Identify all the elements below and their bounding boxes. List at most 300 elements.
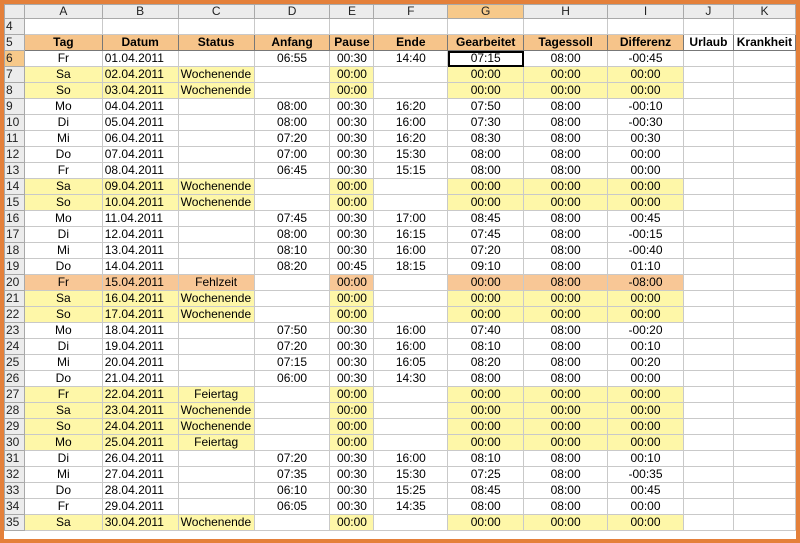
header-ende[interactable]: Ende bbox=[374, 35, 448, 51]
cell-krankheit[interactable] bbox=[733, 179, 795, 195]
cell-tag[interactable]: Sa bbox=[24, 403, 102, 419]
row-header[interactable]: 20 bbox=[5, 275, 25, 291]
cell-gearbeitet[interactable]: 00:00 bbox=[448, 387, 524, 403]
cell-status[interactable] bbox=[178, 147, 254, 163]
cell-datum[interactable]: 07.04.2011 bbox=[102, 147, 178, 163]
cell-gearbeitet[interactable]: 00:00 bbox=[448, 195, 524, 211]
cell-gearbeitet[interactable]: 08:00 bbox=[448, 163, 524, 179]
cell-status[interactable]: Wochenende bbox=[178, 403, 254, 419]
cell-ende[interactable] bbox=[374, 275, 448, 291]
cell-urlaub[interactable] bbox=[683, 227, 733, 243]
cell-anfang[interactable]: 08:00 bbox=[254, 115, 330, 131]
cell-urlaub[interactable] bbox=[683, 67, 733, 83]
row-header[interactable]: 27 bbox=[5, 387, 25, 403]
cell-status[interactable] bbox=[178, 483, 254, 499]
cell-gearbeitet[interactable]: 08:45 bbox=[448, 483, 524, 499]
cell-status[interactable] bbox=[178, 51, 254, 67]
cell-status[interactable]: Feiertag bbox=[178, 387, 254, 403]
cell-gearbeitet[interactable]: 00:00 bbox=[448, 419, 524, 435]
cell-datum[interactable]: 06.04.2011 bbox=[102, 131, 178, 147]
cell-krankheit[interactable] bbox=[733, 195, 795, 211]
cell-pause[interactable]: 00:30 bbox=[330, 339, 374, 355]
cell-datum[interactable]: 30.04.2011 bbox=[102, 515, 178, 531]
cell[interactable] bbox=[374, 19, 448, 35]
cell-differenz[interactable]: 00:10 bbox=[608, 451, 684, 467]
cell-status[interactable] bbox=[178, 355, 254, 371]
cell-urlaub[interactable] bbox=[683, 499, 733, 515]
cell-gearbeitet[interactable]: 09:10 bbox=[448, 259, 524, 275]
cell-tag[interactable]: Fr bbox=[24, 499, 102, 515]
cell-pause[interactable]: 00:30 bbox=[330, 467, 374, 483]
cell-pause[interactable]: 00:00 bbox=[330, 435, 374, 451]
cell-pause[interactable]: 00:00 bbox=[330, 291, 374, 307]
row-header[interactable]: 12 bbox=[5, 147, 25, 163]
cell-ende[interactable]: 16:20 bbox=[374, 131, 448, 147]
cell-pause[interactable]: 00:30 bbox=[330, 51, 374, 67]
cell-gearbeitet[interactable]: 00:00 bbox=[448, 67, 524, 83]
cell-status[interactable]: Wochenende bbox=[178, 67, 254, 83]
cell-krankheit[interactable] bbox=[733, 291, 795, 307]
header-anfang[interactable]: Anfang bbox=[254, 35, 330, 51]
row-header[interactable]: 6 bbox=[5, 51, 25, 67]
cell[interactable] bbox=[608, 19, 684, 35]
cell-ende[interactable]: 14:30 bbox=[374, 371, 448, 387]
cell-differenz[interactable]: 00:00 bbox=[608, 371, 684, 387]
cell-pause[interactable]: 00:00 bbox=[330, 403, 374, 419]
cell-urlaub[interactable] bbox=[683, 51, 733, 67]
column-header-d[interactable]: D bbox=[254, 5, 330, 19]
cell-status[interactable]: Wochenende bbox=[178, 83, 254, 99]
cell-tag[interactable]: Do bbox=[24, 147, 102, 163]
cell-datum[interactable]: 24.04.2011 bbox=[102, 419, 178, 435]
cell-urlaub[interactable] bbox=[683, 371, 733, 387]
cell-gearbeitet[interactable]: 00:00 bbox=[448, 179, 524, 195]
cell-tag[interactable]: Sa bbox=[24, 67, 102, 83]
cell-tagessoll[interactable]: 08:00 bbox=[524, 323, 608, 339]
row-header[interactable]: 24 bbox=[5, 339, 25, 355]
cell-urlaub[interactable] bbox=[683, 355, 733, 371]
cell-status[interactable] bbox=[178, 339, 254, 355]
cell-pause[interactable]: 00:30 bbox=[330, 371, 374, 387]
cell-pause[interactable]: 00:00 bbox=[330, 83, 374, 99]
row-header[interactable]: 32 bbox=[5, 467, 25, 483]
cell-status[interactable] bbox=[178, 323, 254, 339]
cell-ende[interactable]: 16:20 bbox=[374, 99, 448, 115]
row-header[interactable]: 5 bbox=[5, 35, 25, 51]
row-header[interactable]: 21 bbox=[5, 291, 25, 307]
cell-differenz[interactable]: -08:00 bbox=[608, 275, 684, 291]
header-urlaub[interactable]: Urlaub bbox=[683, 35, 733, 51]
cell-tag[interactable]: Do bbox=[24, 259, 102, 275]
cell-anfang[interactable] bbox=[254, 275, 330, 291]
cell-differenz[interactable]: -00:35 bbox=[608, 467, 684, 483]
row-header[interactable]: 11 bbox=[5, 131, 25, 147]
cell-tag[interactable]: Do bbox=[24, 483, 102, 499]
cell-differenz[interactable]: 00:00 bbox=[608, 499, 684, 515]
cell-tagessoll[interactable]: 08:00 bbox=[524, 467, 608, 483]
cell-datum[interactable]: 21.04.2011 bbox=[102, 371, 178, 387]
cell-datum[interactable]: 02.04.2011 bbox=[102, 67, 178, 83]
cell-anfang[interactable]: 08:00 bbox=[254, 99, 330, 115]
cell-pause[interactable]: 00:00 bbox=[330, 307, 374, 323]
cell-tagessoll[interactable]: 08:00 bbox=[524, 259, 608, 275]
cell-tagessoll[interactable]: 00:00 bbox=[524, 435, 608, 451]
cell-pause[interactable]: 00:30 bbox=[330, 243, 374, 259]
cell-krankheit[interactable] bbox=[733, 115, 795, 131]
cell-krankheit[interactable] bbox=[733, 403, 795, 419]
cell-datum[interactable]: 17.04.2011 bbox=[102, 307, 178, 323]
cell-tag[interactable]: Sa bbox=[24, 515, 102, 531]
cell-krankheit[interactable] bbox=[733, 307, 795, 323]
cell-urlaub[interactable] bbox=[683, 515, 733, 531]
row-header[interactable]: 31 bbox=[5, 451, 25, 467]
cell-krankheit[interactable] bbox=[733, 387, 795, 403]
cell-tagessoll[interactable]: 00:00 bbox=[524, 83, 608, 99]
cell-anfang[interactable]: 07:00 bbox=[254, 147, 330, 163]
cell-datum[interactable]: 03.04.2011 bbox=[102, 83, 178, 99]
column-header-k[interactable]: K bbox=[733, 5, 795, 19]
cell-status[interactable] bbox=[178, 259, 254, 275]
cell-status[interactable] bbox=[178, 163, 254, 179]
cell-ende[interactable]: 14:35 bbox=[374, 499, 448, 515]
cell-gearbeitet[interactable]: 07:25 bbox=[448, 467, 524, 483]
cell-krankheit[interactable] bbox=[733, 259, 795, 275]
row-header[interactable]: 16 bbox=[5, 211, 25, 227]
cell-pause[interactable]: 00:30 bbox=[330, 131, 374, 147]
cell-gearbeitet[interactable]: 07:50 bbox=[448, 99, 524, 115]
cell-datum[interactable]: 23.04.2011 bbox=[102, 403, 178, 419]
cell-anfang[interactable]: 07:20 bbox=[254, 451, 330, 467]
cell-krankheit[interactable] bbox=[733, 227, 795, 243]
cell-tagessoll[interactable]: 08:00 bbox=[524, 339, 608, 355]
cell-gearbeitet[interactable]: 07:40 bbox=[448, 323, 524, 339]
cell-differenz[interactable]: -00:30 bbox=[608, 115, 684, 131]
cell-ende[interactable] bbox=[374, 179, 448, 195]
cell-status[interactable] bbox=[178, 115, 254, 131]
cell-datum[interactable]: 08.04.2011 bbox=[102, 163, 178, 179]
cell-ende[interactable] bbox=[374, 83, 448, 99]
row-header[interactable]: 22 bbox=[5, 307, 25, 323]
cell-ende[interactable] bbox=[374, 515, 448, 531]
cell-gearbeitet[interactable]: 00:00 bbox=[448, 291, 524, 307]
cell-tagessoll[interactable]: 08:00 bbox=[524, 275, 608, 291]
cell-ende[interactable] bbox=[374, 291, 448, 307]
cell-ende[interactable] bbox=[374, 435, 448, 451]
cell-urlaub[interactable] bbox=[683, 339, 733, 355]
cell-gearbeitet[interactable]: 00:00 bbox=[448, 307, 524, 323]
column-header-e[interactable]: E bbox=[330, 5, 374, 19]
cell-ende[interactable]: 17:00 bbox=[374, 211, 448, 227]
cell-gearbeitet[interactable]: 07:45 bbox=[448, 227, 524, 243]
cell[interactable] bbox=[102, 19, 178, 35]
cell-differenz[interactable]: 00:00 bbox=[608, 179, 684, 195]
cell-urlaub[interactable] bbox=[683, 291, 733, 307]
cell-gearbeitet[interactable]: 08:00 bbox=[448, 371, 524, 387]
cell-anfang[interactable]: 06:45 bbox=[254, 163, 330, 179]
cell-krankheit[interactable] bbox=[733, 163, 795, 179]
cell-status[interactable]: Fehlzeit bbox=[178, 275, 254, 291]
cell-urlaub[interactable] bbox=[683, 211, 733, 227]
cell-pause[interactable]: 00:30 bbox=[330, 499, 374, 515]
cell[interactable] bbox=[24, 19, 102, 35]
cell-tagessoll[interactable]: 00:00 bbox=[524, 387, 608, 403]
cell-gearbeitet[interactable]: 00:00 bbox=[448, 83, 524, 99]
cell-pause[interactable]: 00:30 bbox=[330, 147, 374, 163]
cell-urlaub[interactable] bbox=[683, 307, 733, 323]
cell-differenz[interactable]: 00:00 bbox=[608, 163, 684, 179]
cell-ende[interactable]: 16:05 bbox=[374, 355, 448, 371]
cell-status[interactable] bbox=[178, 99, 254, 115]
cell-ende[interactable]: 16:00 bbox=[374, 451, 448, 467]
row-header[interactable]: 13 bbox=[5, 163, 25, 179]
cell-anfang[interactable] bbox=[254, 387, 330, 403]
cell-gearbeitet[interactable]: 00:00 bbox=[448, 515, 524, 531]
cell-status[interactable]: Wochenende bbox=[178, 291, 254, 307]
cell-anfang[interactable] bbox=[254, 179, 330, 195]
cell-anfang[interactable]: 08:10 bbox=[254, 243, 330, 259]
cell-krankheit[interactable] bbox=[733, 467, 795, 483]
cell-pause[interactable]: 00:00 bbox=[330, 419, 374, 435]
cell-status[interactable]: Wochenende bbox=[178, 419, 254, 435]
cell-anfang[interactable] bbox=[254, 83, 330, 99]
cell-krankheit[interactable] bbox=[733, 99, 795, 115]
cell-tag[interactable]: Mi bbox=[24, 467, 102, 483]
cell-pause[interactable]: 00:00 bbox=[330, 515, 374, 531]
cell-gearbeitet[interactable]: 00:00 bbox=[448, 275, 524, 291]
cell-urlaub[interactable] bbox=[683, 259, 733, 275]
row-header[interactable]: 8 bbox=[5, 83, 25, 99]
cell-anfang[interactable]: 07:20 bbox=[254, 339, 330, 355]
cell-krankheit[interactable] bbox=[733, 323, 795, 339]
cell-tagessoll[interactable]: 00:00 bbox=[524, 291, 608, 307]
cell-anfang[interactable]: 07:35 bbox=[254, 467, 330, 483]
cell-anfang[interactable]: 06:55 bbox=[254, 51, 330, 67]
cell-ende[interactable]: 15:30 bbox=[374, 147, 448, 163]
header-differenz[interactable]: Differenz bbox=[608, 35, 684, 51]
cell-datum[interactable]: 19.04.2011 bbox=[102, 339, 178, 355]
cell-gearbeitet[interactable]: 08:10 bbox=[448, 451, 524, 467]
cell-datum[interactable]: 10.04.2011 bbox=[102, 195, 178, 211]
cell-pause[interactable]: 00:30 bbox=[330, 99, 374, 115]
cell-anfang[interactable]: 07:50 bbox=[254, 323, 330, 339]
cell-urlaub[interactable] bbox=[683, 419, 733, 435]
cell-anfang[interactable] bbox=[254, 291, 330, 307]
cell-urlaub[interactable] bbox=[683, 243, 733, 259]
cell-tag[interactable]: Mo bbox=[24, 323, 102, 339]
row-header[interactable]: 4 bbox=[5, 19, 25, 35]
cell-ende[interactable]: 15:15 bbox=[374, 163, 448, 179]
cell-urlaub[interactable] bbox=[683, 131, 733, 147]
cell-krankheit[interactable] bbox=[733, 243, 795, 259]
column-header-f[interactable]: F bbox=[374, 5, 448, 19]
cell-ende[interactable] bbox=[374, 387, 448, 403]
header-krankheit[interactable]: Krankheit bbox=[733, 35, 795, 51]
cell-pause[interactable]: 00:00 bbox=[330, 387, 374, 403]
cell-tag[interactable]: Di bbox=[24, 115, 102, 131]
cell-tag[interactable]: Mo bbox=[24, 435, 102, 451]
cell-krankheit[interactable] bbox=[733, 83, 795, 99]
cell[interactable] bbox=[330, 19, 374, 35]
cell-urlaub[interactable] bbox=[683, 275, 733, 291]
cell-differenz[interactable]: 01:10 bbox=[608, 259, 684, 275]
cell[interactable] bbox=[733, 19, 795, 35]
header-tagessoll[interactable]: Tagessoll bbox=[524, 35, 608, 51]
cell-gearbeitet[interactable]: 08:20 bbox=[448, 355, 524, 371]
cell-pause[interactable]: 00:30 bbox=[330, 163, 374, 179]
cell-urlaub[interactable] bbox=[683, 195, 733, 211]
header-gearbeitet[interactable]: Gearbeitet bbox=[448, 35, 524, 51]
cell-tag[interactable]: Di bbox=[24, 227, 102, 243]
cell-ende[interactable]: 16:00 bbox=[374, 243, 448, 259]
cell-anfang[interactable] bbox=[254, 195, 330, 211]
cell-tagessoll[interactable]: 08:00 bbox=[524, 499, 608, 515]
cell-differenz[interactable]: 00:10 bbox=[608, 339, 684, 355]
row-header[interactable]: 17 bbox=[5, 227, 25, 243]
cell-urlaub[interactable] bbox=[683, 147, 733, 163]
cell-datum[interactable]: 11.04.2011 bbox=[102, 211, 178, 227]
cell-pause[interactable]: 00:00 bbox=[330, 275, 374, 291]
row-header[interactable]: 30 bbox=[5, 435, 25, 451]
cell-datum[interactable]: 18.04.2011 bbox=[102, 323, 178, 339]
cell-ende[interactable]: 16:15 bbox=[374, 227, 448, 243]
select-all-corner[interactable] bbox=[5, 5, 25, 19]
cell-tag[interactable]: Mo bbox=[24, 211, 102, 227]
row-header[interactable]: 14 bbox=[5, 179, 25, 195]
cell-datum[interactable]: 15.04.2011 bbox=[102, 275, 178, 291]
row-header[interactable]: 18 bbox=[5, 243, 25, 259]
cell[interactable] bbox=[683, 19, 733, 35]
cell-anfang[interactable] bbox=[254, 435, 330, 451]
row-header[interactable]: 19 bbox=[5, 259, 25, 275]
cell[interactable] bbox=[524, 19, 608, 35]
column-header-j[interactable]: J bbox=[683, 5, 733, 19]
column-header-a[interactable]: A bbox=[24, 5, 102, 19]
cell-status[interactable] bbox=[178, 227, 254, 243]
cell-anfang[interactable]: 06:10 bbox=[254, 483, 330, 499]
cell-anfang[interactable] bbox=[254, 67, 330, 83]
cell-status[interactable] bbox=[178, 467, 254, 483]
row-header[interactable]: 26 bbox=[5, 371, 25, 387]
cell-tag[interactable]: Mi bbox=[24, 243, 102, 259]
cell-pause[interactable]: 00:30 bbox=[330, 115, 374, 131]
column-header-g[interactable]: G bbox=[448, 5, 524, 19]
cell-anfang[interactable]: 07:15 bbox=[254, 355, 330, 371]
cell-tagessoll[interactable]: 08:00 bbox=[524, 355, 608, 371]
cell-differenz[interactable]: -00:10 bbox=[608, 99, 684, 115]
header-pause[interactable]: Pause bbox=[330, 35, 374, 51]
row-header[interactable]: 25 bbox=[5, 355, 25, 371]
cell-datum[interactable]: 13.04.2011 bbox=[102, 243, 178, 259]
cell-differenz[interactable]: 00:20 bbox=[608, 355, 684, 371]
cell-anfang[interactable]: 07:20 bbox=[254, 131, 330, 147]
cell-datum[interactable]: 20.04.2011 bbox=[102, 355, 178, 371]
cell-tagessoll[interactable]: 00:00 bbox=[524, 515, 608, 531]
cell-differenz[interactable]: 00:00 bbox=[608, 195, 684, 211]
cell-tag[interactable]: Do bbox=[24, 371, 102, 387]
cell-tag[interactable]: So bbox=[24, 195, 102, 211]
cell-status[interactable] bbox=[178, 211, 254, 227]
row-header[interactable]: 15 bbox=[5, 195, 25, 211]
cell-tagessoll[interactable]: 08:00 bbox=[524, 51, 608, 67]
cell-tag[interactable]: Fr bbox=[24, 163, 102, 179]
cell-krankheit[interactable] bbox=[733, 451, 795, 467]
cell-pause[interactable]: 00:30 bbox=[330, 323, 374, 339]
cell-krankheit[interactable] bbox=[733, 211, 795, 227]
cell-urlaub[interactable] bbox=[683, 451, 733, 467]
column-header-i[interactable]: I bbox=[608, 5, 684, 19]
column-header-h[interactable]: H bbox=[524, 5, 608, 19]
cell-tag[interactable]: Sa bbox=[24, 179, 102, 195]
cell-tagessoll[interactable]: 08:00 bbox=[524, 131, 608, 147]
cell-tag[interactable]: Fr bbox=[24, 387, 102, 403]
cell-pause[interactable]: 00:00 bbox=[330, 67, 374, 83]
cell-differenz[interactable]: 00:45 bbox=[608, 211, 684, 227]
cell-gearbeitet[interactable]: 07:20 bbox=[448, 243, 524, 259]
row-header[interactable]: 7 bbox=[5, 67, 25, 83]
row-header[interactable]: 10 bbox=[5, 115, 25, 131]
cell-datum[interactable]: 27.04.2011 bbox=[102, 467, 178, 483]
row-header[interactable]: 33 bbox=[5, 483, 25, 499]
cell-differenz[interactable]: 00:00 bbox=[608, 291, 684, 307]
cell-tagessoll[interactable]: 08:00 bbox=[524, 163, 608, 179]
cell-tagessoll[interactable]: 00:00 bbox=[524, 419, 608, 435]
cell-tagessoll[interactable]: 08:00 bbox=[524, 243, 608, 259]
cell-anfang[interactable] bbox=[254, 419, 330, 435]
cell-datum[interactable]: 29.04.2011 bbox=[102, 499, 178, 515]
cell-datum[interactable]: 05.04.2011 bbox=[102, 115, 178, 131]
cell-anfang[interactable]: 06:05 bbox=[254, 499, 330, 515]
cell-urlaub[interactable] bbox=[683, 99, 733, 115]
cell-pause[interactable]: 00:30 bbox=[330, 211, 374, 227]
cell-status[interactable] bbox=[178, 371, 254, 387]
column-header-b[interactable]: B bbox=[102, 5, 178, 19]
cell-pause[interactable]: 00:00 bbox=[330, 195, 374, 211]
cell-tag[interactable]: So bbox=[24, 83, 102, 99]
row-header[interactable]: 29 bbox=[5, 419, 25, 435]
row-header[interactable]: 9 bbox=[5, 99, 25, 115]
cell-urlaub[interactable] bbox=[683, 387, 733, 403]
cell-krankheit[interactable] bbox=[733, 67, 795, 83]
header-tag[interactable]: Tag bbox=[24, 35, 102, 51]
cell-differenz[interactable]: 00:45 bbox=[608, 483, 684, 499]
cell-gearbeitet[interactable]: 00:00 bbox=[448, 435, 524, 451]
cell-tagessoll[interactable]: 00:00 bbox=[524, 179, 608, 195]
cell-anfang[interactable]: 08:20 bbox=[254, 259, 330, 275]
cell-urlaub[interactable] bbox=[683, 83, 733, 99]
cell-differenz[interactable]: 00:30 bbox=[608, 131, 684, 147]
cell-pause[interactable]: 00:30 bbox=[330, 355, 374, 371]
cell-status[interactable]: Wochenende bbox=[178, 179, 254, 195]
cell-gearbeitet[interactable]: 07:30 bbox=[448, 115, 524, 131]
cell-gearbeitet[interactable]: 08:45 bbox=[448, 211, 524, 227]
cell-krankheit[interactable] bbox=[733, 515, 795, 531]
cell-ende[interactable]: 16:00 bbox=[374, 115, 448, 131]
cell-tag[interactable]: Fr bbox=[24, 51, 102, 67]
cell-datum[interactable]: 25.04.2011 bbox=[102, 435, 178, 451]
cell-urlaub[interactable] bbox=[683, 179, 733, 195]
cell-anfang[interactable]: 06:00 bbox=[254, 371, 330, 387]
cell-ende[interactable]: 16:00 bbox=[374, 323, 448, 339]
cell-krankheit[interactable] bbox=[733, 483, 795, 499]
cell-datum[interactable]: 28.04.2011 bbox=[102, 483, 178, 499]
cell-tag[interactable]: So bbox=[24, 307, 102, 323]
cell-anfang[interactable] bbox=[254, 403, 330, 419]
cell-pause[interactable]: 00:00 bbox=[330, 179, 374, 195]
cell-krankheit[interactable] bbox=[733, 355, 795, 371]
cell-tagessoll[interactable]: 00:00 bbox=[524, 67, 608, 83]
cell-anfang[interactable] bbox=[254, 307, 330, 323]
cell-pause[interactable]: 00:45 bbox=[330, 259, 374, 275]
